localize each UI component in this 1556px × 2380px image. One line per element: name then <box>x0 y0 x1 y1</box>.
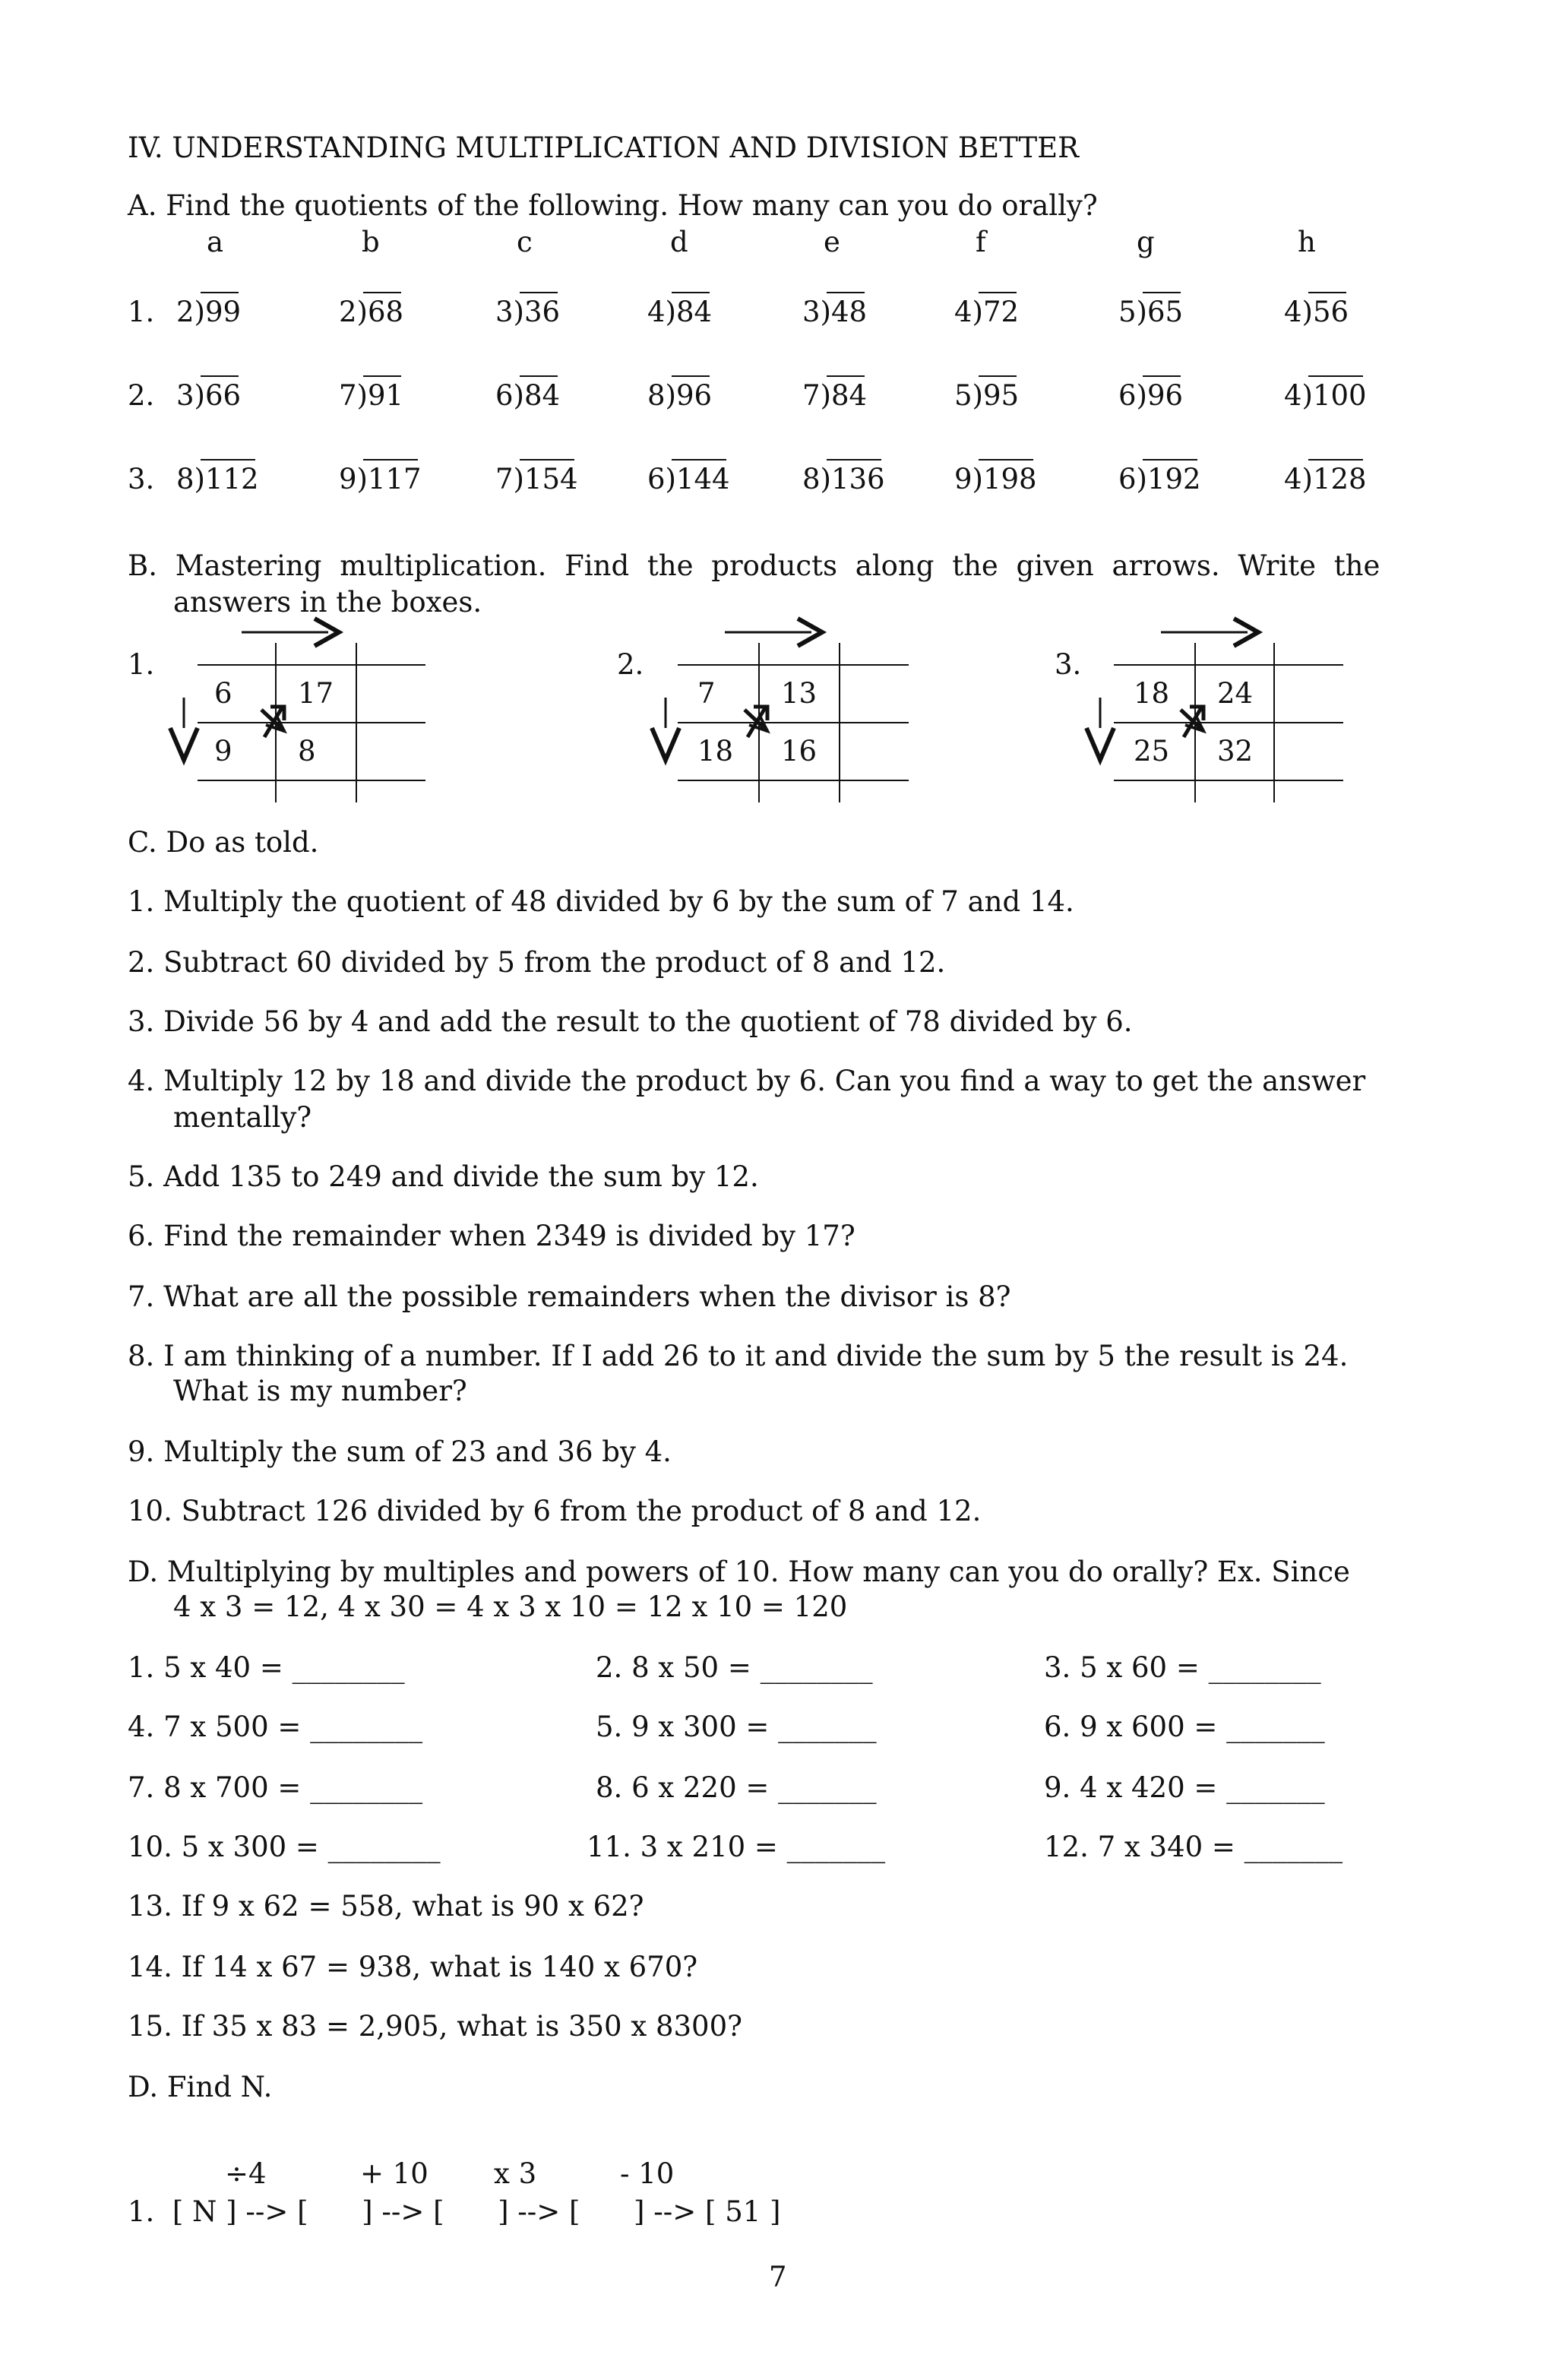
division-problem: 4)100 <box>1284 379 1367 412</box>
column-letter-c: c <box>517 226 533 258</box>
problem-row-number: 3. <box>128 463 155 495</box>
column-letter-f: f <box>976 226 986 258</box>
page-title: IV. UNDERSTANDING MULTIPLICATION AND DIVISION BETTER <box>128 131 1080 164</box>
problem-row-number: 2. <box>128 379 155 412</box>
section-c-heading: C. Do as told. <box>128 826 319 859</box>
grid-cell-value: 6 <box>214 677 232 710</box>
division-problem: 8)96 <box>647 379 713 412</box>
division-problem: 4)72 <box>954 296 1020 328</box>
grid-cell-value: 32 <box>1217 735 1254 767</box>
product-item: 1. 5 x 40 = ________ <box>128 1651 405 1684</box>
product-item: 11. 3 x 210 = _______ <box>587 1831 886 1863</box>
division-problem: 5)95 <box>954 379 1020 412</box>
task-item: 1. Multiply the quotient of 48 divided by 6 by the sum of 7 and 14. <box>128 885 1074 918</box>
grid-number: 3. <box>1055 648 1082 681</box>
task-item: 8. I am thinking of a number. If I add 26 to it and divide the sum by 5 the result is 24. <box>128 1340 1349 1372</box>
grid-cell-value: 16 <box>781 735 818 767</box>
division-problem: 3)66 <box>176 379 242 412</box>
product-item: 9. 4 x 420 = _______ <box>1044 1771 1325 1804</box>
column-letter-b: b <box>362 226 380 258</box>
question-item: 14. If 14 x 67 = 938, what is 140 x 670? <box>128 1951 698 1983</box>
problem-row-number: 1. <box>128 296 155 328</box>
task-item: 2. Subtract 60 divided by 5 from the product of 8 and 12. <box>128 946 946 979</box>
task-item-continued: What is my number? <box>173 1375 467 1407</box>
division-problem: 2)68 <box>339 296 404 328</box>
division-problem: 9)117 <box>339 463 422 495</box>
grid-cell-value: 7 <box>697 677 716 710</box>
product-item: 8. 6 x 220 = _______ <box>596 1771 877 1804</box>
division-problem: 5)65 <box>1118 296 1184 328</box>
down-arrowhead-icon <box>1086 728 1114 760</box>
division-problem: 9)198 <box>954 463 1037 495</box>
section-b-heading-line2: answers in the boxes. <box>173 586 482 619</box>
division-problem: 7)154 <box>495 463 578 495</box>
section-b-heading-line1: B. Mastering multiplication. Find the products along the given arrows. Write the <box>128 549 1380 582</box>
task-item: 7. What are all the possible remainders when the divisor is 8? <box>128 1280 1011 1313</box>
section-d-heading-line1: D. Multiplying by multiples and powers of 10. How many can you do orally? Ex. Since <box>128 1556 1350 1588</box>
division-problem: 2)99 <box>176 296 242 328</box>
product-item: 10. 5 x 300 = ________ <box>128 1831 441 1863</box>
page-number: 7 <box>769 2261 787 2293</box>
grid-cell-value: 8 <box>298 735 316 767</box>
operation-label: ÷4 <box>225 2157 267 2190</box>
grid-cell-value: 17 <box>298 677 334 710</box>
section-a-heading: A. Find the quotients of the following. How many can you do orally? <box>128 189 1098 222</box>
product-item: 7. 8 x 700 = ________ <box>128 1771 423 1804</box>
division-problem: 6)192 <box>1118 463 1201 495</box>
division-problem: 4)128 <box>1284 463 1367 495</box>
task-item: 3. Divide 56 by 4 and add the result to the quotient of 78 divided by 6. <box>128 1005 1133 1038</box>
arrow-icons <box>0 0 1556 836</box>
division-problem: 8)136 <box>802 463 885 495</box>
grid-number: 2. <box>617 648 644 681</box>
product-item: 2. 8 x 50 = ________ <box>596 1651 873 1684</box>
grid-cell-value: 9 <box>214 735 232 767</box>
operation-label: - 10 <box>620 2157 675 2190</box>
column-letter-a: a <box>207 226 224 258</box>
section-d-heading-line2: 4 x 3 = 12, 4 x 30 = 4 x 3 x 10 = 12 x 10 = 120 <box>173 1590 848 1623</box>
division-problem: 6)96 <box>1118 379 1184 412</box>
grid-number: 1. <box>128 648 155 681</box>
find-n-chain: 1. [ N ] --> [ ] --> [ ] --> [ ] --> [ 51 ] <box>128 2195 781 2228</box>
grid-cell-value: 24 <box>1217 677 1254 710</box>
division-problem: 6)84 <box>495 379 561 412</box>
task-item: 6. Find the remainder when 2349 is divided by 17? <box>128 1220 855 1252</box>
task-item: 9. Multiply the sum of 23 and 36 by 4. <box>128 1435 672 1468</box>
grid-cell-value: 18 <box>697 735 734 767</box>
division-problem: 7)84 <box>802 379 868 412</box>
question-item: 13. If 9 x 62 = 558, what is 90 x 62? <box>128 1890 644 1923</box>
column-letter-g: g <box>1137 226 1155 258</box>
task-item: 4. Multiply 12 by 18 and divide the product by 6. Can you find a way to get the answer <box>128 1065 1366 1097</box>
product-item: 5. 9 x 300 = _______ <box>596 1711 877 1743</box>
task-item: 10. Subtract 126 divided by 6 from the product of 8 and 12. <box>128 1495 982 1527</box>
product-item: 3. 5 x 60 = ________ <box>1044 1651 1321 1684</box>
task-item-continued: mentally? <box>173 1101 312 1134</box>
division-problem: 8)112 <box>176 463 259 495</box>
division-problem: 3)36 <box>495 296 561 328</box>
column-letter-h: h <box>1298 226 1316 258</box>
column-letter-d: d <box>670 226 688 258</box>
division-problem: 6)144 <box>647 463 730 495</box>
task-item: 5. Add 135 to 249 and divide the sum by 12. <box>128 1160 759 1193</box>
column-letter-e: e <box>824 226 840 258</box>
grid-cell-value: 13 <box>781 677 818 710</box>
operation-label: + 10 <box>360 2157 429 2190</box>
question-item: 15. If 35 x 83 = 2,905, what is 350 x 8300? <box>128 2010 742 2043</box>
product-item: 12. 7 x 340 = _______ <box>1044 1831 1343 1863</box>
grid-cell-value: 25 <box>1134 735 1170 767</box>
product-item: 6. 9 x 600 = _______ <box>1044 1711 1325 1743</box>
operation-label: x 3 <box>494 2157 537 2190</box>
division-problem: 4)84 <box>647 296 713 328</box>
grid-cell-value: 18 <box>1134 677 1170 710</box>
division-problem: 3)48 <box>802 296 868 328</box>
section-find-n-heading: D. Find N. <box>128 2071 273 2103</box>
product-item: 4. 7 x 500 = ________ <box>128 1711 423 1743</box>
division-problem: 4)56 <box>1284 296 1349 328</box>
division-problem: 7)91 <box>339 379 404 412</box>
